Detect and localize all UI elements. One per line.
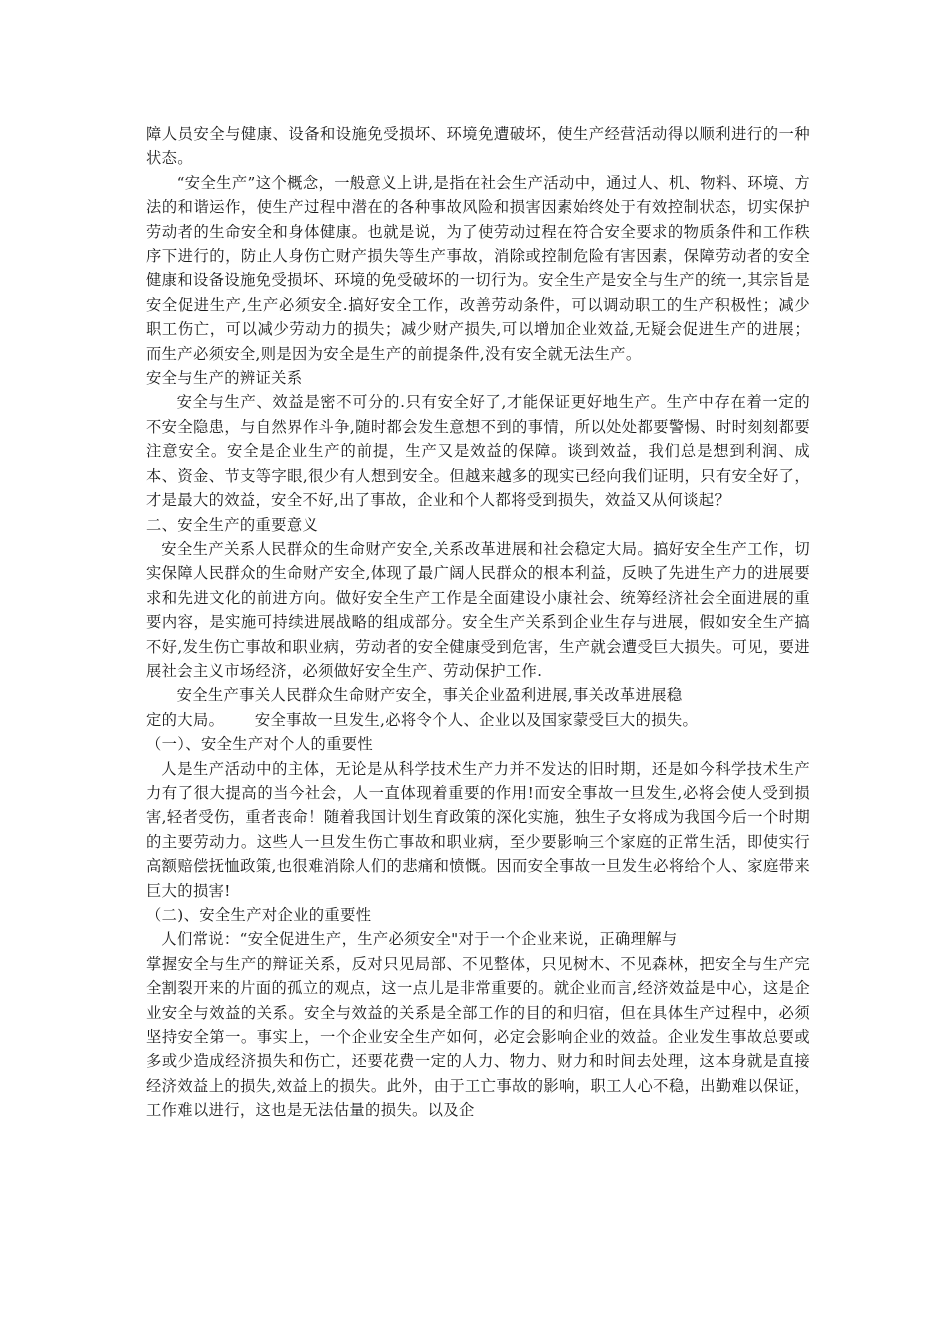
- matters-line2-part-b: 安全事故一旦发生,必将令个人、企业以及国家蒙受巨大的损失。: [254, 710, 699, 729]
- document-page: [146, 122, 810, 1123]
- matters-line2-part-a: 定的大局。: [146, 710, 225, 729]
- paragraph-matters-line1: 安全生产事关人民群众生命财产安全，事关企业盈利进展,事关改革进展稳: [176, 686, 683, 705]
- section-heading-importance: 二、安全生产的重要意义: [146, 515, 319, 534]
- paragraph-safety-concept: “安全生产”这个概念，一般意义上讲,是指在社会生产活动中，通过人、机、物料、环境、方法的和谐运作，使生产过程中潜在的各种事故风险和损害因素始终处于有效控制状态，切实保护劳动者的生命安全和身体健康。也就是说，为了使劳动过程在符合安全要求的物质条件和工作秩序下进行的，防止人身伤亡财产损失等生产事故，消除或控制危险有害因素，保障劳动者的安全健康和设备设施免受损坏、环境的免受破坏的一切行为。安全生产是安全与生产的统一,其宗旨是安全促进生产,生产必须安全.搞好安全工作，改善劳动条件，可以调动职工的生产积极性；减少职工伤亡，可以减少劳动力的损失；减少财产损失,可以增加企业效益,无疑会促进生产的进展；而生产必须安全,则是因为安全是生产的前提条件,没有安全就无法生产。: [146, 173, 810, 363]
- section-heading-enterprise: （二)、安全生产对企业的重要性: [146, 906, 372, 924]
- section-heading-personal: （一）、安全生产对个人的重要性: [146, 735, 374, 754]
- paragraph-dialectic: 安全与生产、效益是密不可分的.只有安全好了,才能保证更好地生产。生产中存在着一定的不安全隐患，与自然界作斗争,随时都会发生意想不到的事情，所以处处都要警惕、时时刻刻都要注意安全。安全是企业生产的前提，生产又是效益的保障。谈到效益，我们总是想到利润、成本、资金、节支等字眼,很少有人想到安全。但越来越多的现实已经向我们证明，只有安全好了，才是最大的效益，安全不好,出了事故，企业和个人都将受到损失，效益又从何谈起？: [146, 393, 810, 510]
- paragraph-enterprise-body: 掌握安全与生产的辩证关系，反对只见局部、不见整体，只见树木、不见森林，把安全与生产完全割裂开来的片面的孤立的观点，这一点儿是非常重要的。就企业而言,经济效益是中心，这是企业安全与效益的关系。安全与效益的关系是全部工作的目的和归宿，但在具体生产过程中，必须坚持安全第一。事实上，一个企业安全生产如何，必定会影响企业的效益。企业发生事故总要或多或少造成经济损失和伤亡，还要花费一定的人力、物力、财力和时间去处理，这本身就是直接经济效益上的损失,效益上的损失。此外，由于工亡事故的影响，职工人心不稳，出勤难以保证，工作难以进行，这也是无法估量的损失。以及企: [146, 954, 810, 1120]
- paragraph-importance: 安全生产关系人民群众的生命财产安全,关系改革进展和社会稳定大局。搞好安全生产工作，切实保障人民群众的生命财产安全,体现了最广阔人民群众的根本利益，反映了先进生产力的进展要求和先进文化的前进方向。做好安全生产工作是全面建设小康社会、统筹经济社会全面进展的重要内容，是实施可持续进展战略的组成部分。安全生产关系到企业生存与进展，假如安全生产搞不好,发生伤亡事故和职业病，劳动者的安全健康受到危害，生产就会遭受巨大损失。可见，要进展社会主义市场经济，必须做好安全生产、劳动保护工作.: [146, 539, 810, 680]
- paragraph-personal: 人是生产活动中的主体，无论是从科学技术生产力并不发达的旧时期，还是如今科学技术生产力有了很大提高的当今社会，人一直体现着重要的作用!而安全事故一旦发生,必将会使人受到损害,轻者受伤，重者丧命！随着我国计划生育政策的深化实施，独生子女将成为我国今后一个时期的主要劳动力。这些人一旦发生伤亡事故和职业病，至少要影响三个家庭的正常生活，即使实行高额赔偿抚恤政策,也很难消除人们的悲痛和愤慨。因而安全事故一旦发生必将给个人、家庭带来巨大的损害!: [146, 759, 810, 900]
- section-heading-dialectic: 安全与生产的辨证关系: [146, 369, 303, 388]
- paragraph-intro-tail: 障人员安全与健康、设备和设施免受损坏、环境免遭破坏，使生产经营活动得以顺利进行的一种状态。: [146, 125, 810, 168]
- paragraph-matters-line2: [146, 708, 810, 732]
- paragraph-enterprise-line1: 人们常说：“安全促进生产，生产必须安全"对于一个企业来说，正确理解与: [161, 930, 678, 949]
